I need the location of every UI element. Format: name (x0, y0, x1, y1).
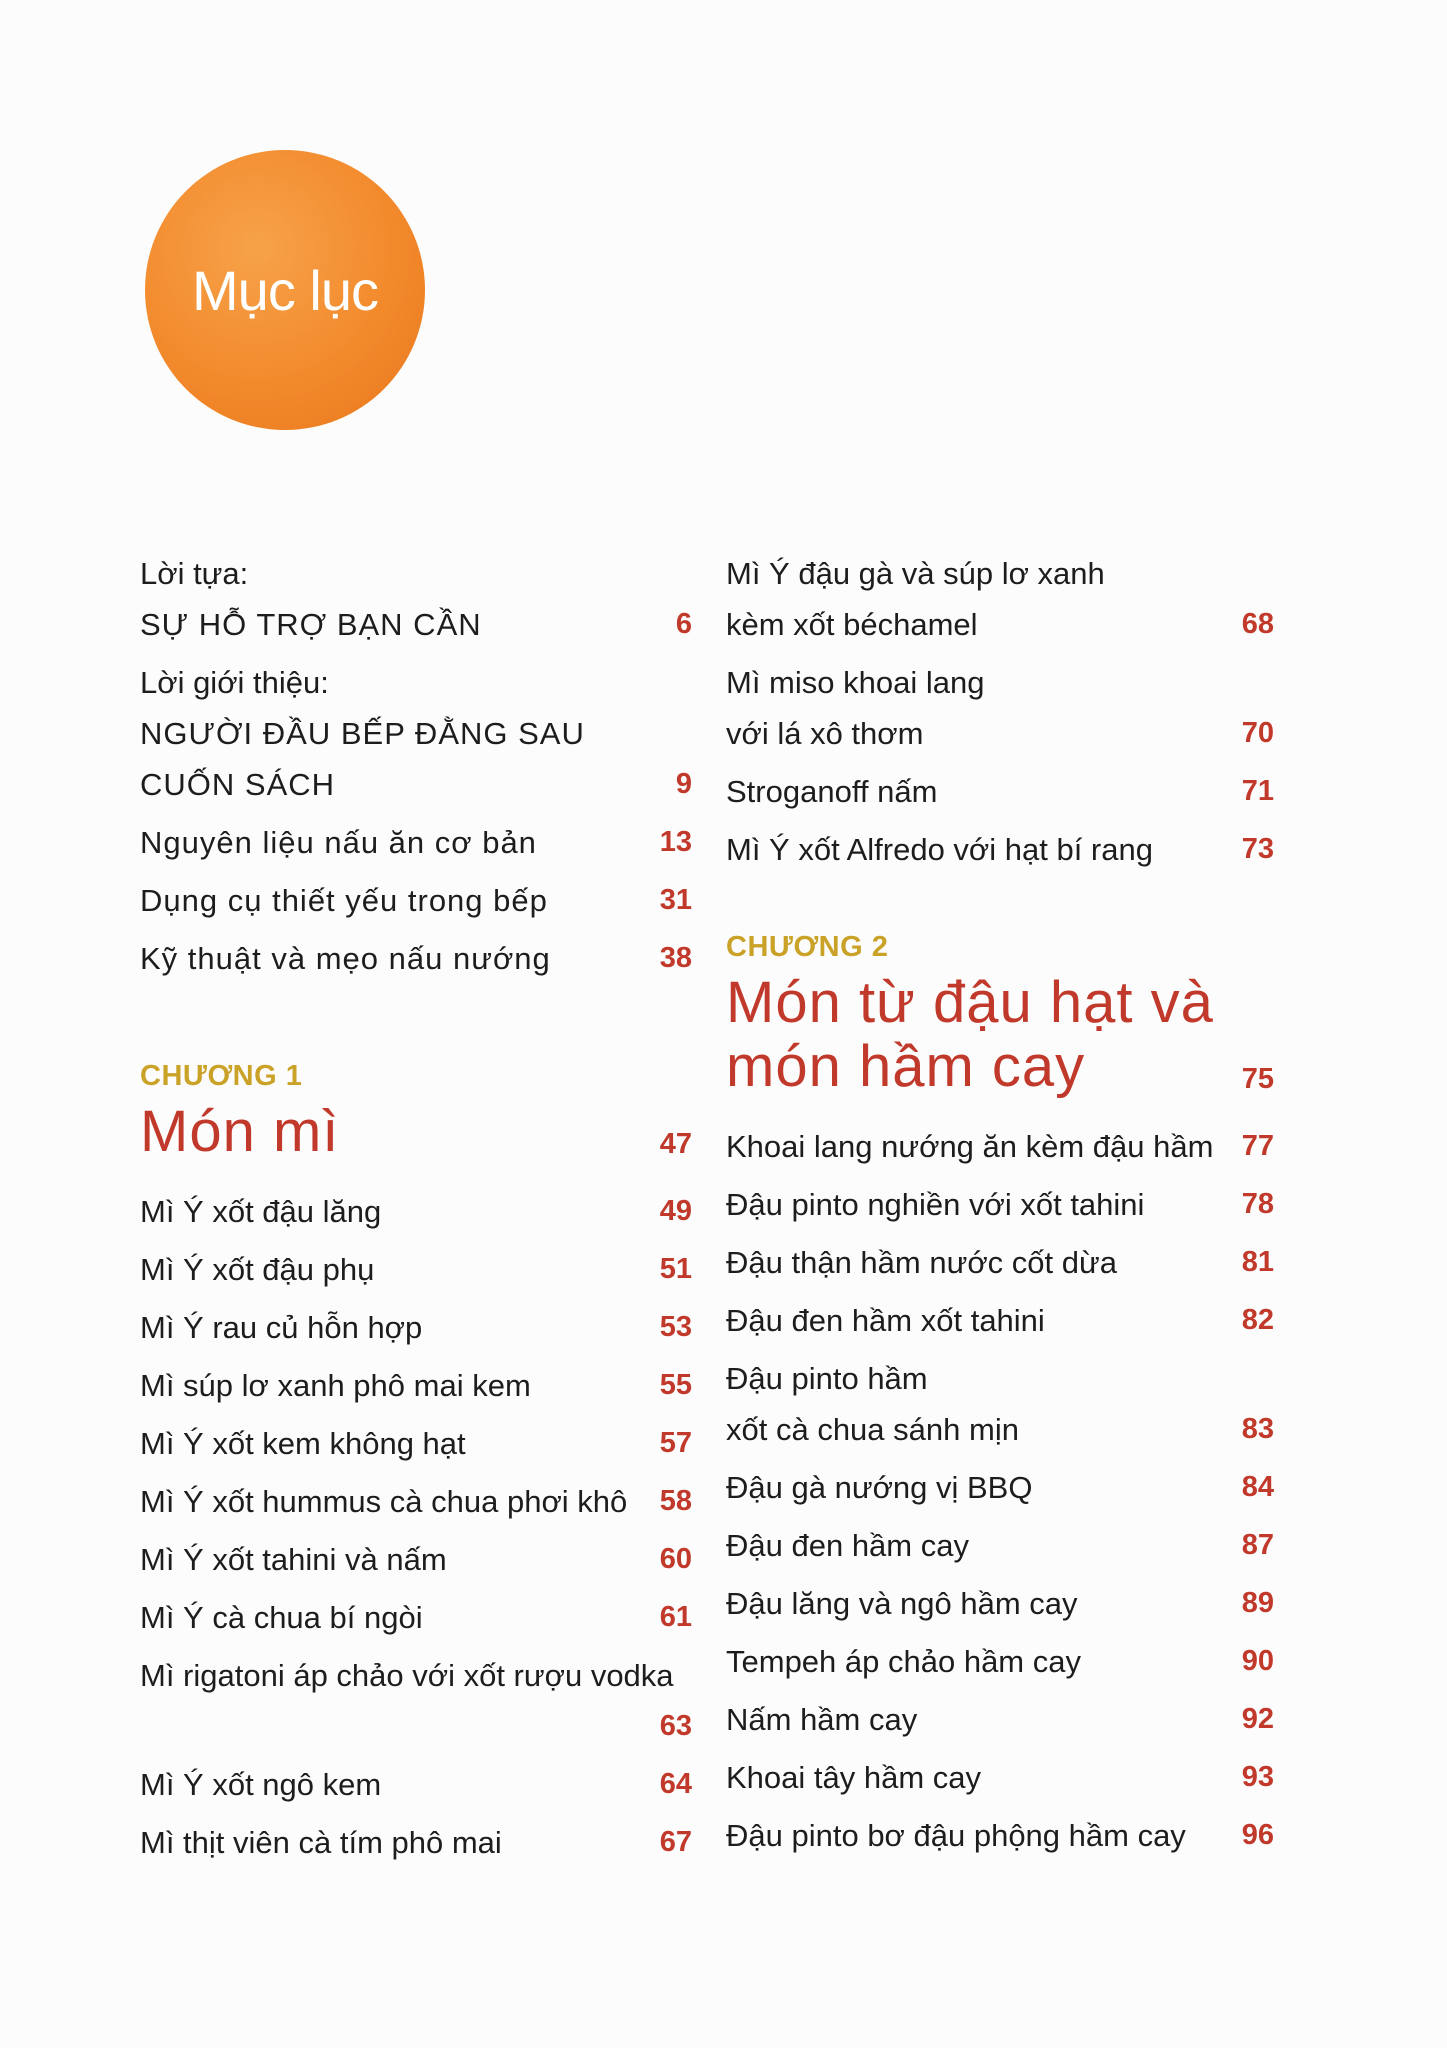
toc-entry[interactable] (140, 1592, 692, 1643)
toc-entry-label: Mì miso khoai lang (726, 665, 985, 700)
chapter-1-title: Món mì (140, 1099, 340, 1164)
toc-page-number: 92 (1241, 1703, 1274, 1735)
toc-entry[interactable] (726, 1636, 1274, 1687)
toc-entry-label: Khoai lang nướng ăn kèm đậu hầm (726, 1129, 1214, 1164)
toc-entry[interactable] (140, 1534, 692, 1585)
toc-entry-label: CUỐN SÁCH (140, 767, 336, 802)
toc-entry-label: Mì Ý cà chua bí ngòi (140, 1600, 423, 1635)
toc-entry[interactable] (726, 1752, 1274, 1803)
toc-entry-label: Dụng cụ thiết yếu trong bếp (140, 883, 548, 918)
toc-entry-label: Stroganoff nấm (726, 774, 938, 809)
toc-page-number: 55 (659, 1369, 692, 1401)
toc-entry-label: Đậu lăng và ngô hầm cay (726, 1586, 1078, 1621)
toc-page-number: 84 (1241, 1471, 1274, 1503)
toc-entry-label: với lá xô thơm (726, 716, 924, 751)
chapter-2-heading[interactable] (726, 971, 1274, 1099)
toc-entry[interactable] (140, 1244, 692, 1295)
toc-entry[interactable] (726, 1353, 1274, 1455)
toc-entry[interactable] (140, 1302, 692, 1353)
toc-entry-tools[interactable] (140, 875, 692, 926)
toc-entry-label: Đậu đen hầm cay (726, 1528, 969, 1563)
chapter-2-label: CHƯƠNG 2 (726, 931, 889, 963)
toc-entry[interactable] (140, 1418, 692, 1469)
toc-right-column (726, 548, 1274, 1861)
toc-entry-label: Mì Ý xốt hummus cà chua phơi khô (140, 1484, 628, 1519)
toc-page-number: 13 (659, 826, 692, 858)
toc-page-number: 68 (1241, 608, 1274, 640)
toc-page-number: 73 (1241, 833, 1274, 865)
toc-entry-label: Lời giới thiệu: (140, 665, 329, 700)
chapter-1-label: CHƯƠNG 1 (140, 1060, 303, 1092)
toc-page-number: 53 (659, 1311, 692, 1343)
toc-entry-techniques[interactable] (140, 933, 692, 984)
toc-page-number: 89 (1241, 1587, 1274, 1619)
toc-page-number: 67 (659, 1826, 692, 1858)
title-badge (145, 150, 425, 430)
chapter-2-title-line1: Món từ đậu hạt và (726, 970, 1214, 1035)
toc-entry-label: Mì Ý xốt đậu lăng (140, 1194, 382, 1229)
toc-page-number: 57 (659, 1427, 692, 1459)
toc-entry-label: xốt cà chua sánh mịn (726, 1412, 1019, 1447)
toc-entry-label: Kỹ thuật và mẹo nấu nướng (140, 941, 551, 976)
toc-entry[interactable] (726, 1295, 1274, 1346)
toc-entry-label: Mì Ý xốt Alfredo với hạt bí rang (726, 832, 1153, 867)
toc-entry-label: Mì Ý rau củ hỗn hợp (140, 1310, 423, 1345)
toc-entry-label: Tempeh áp chảo hầm cay (726, 1644, 1081, 1679)
toc-entry-foreword[interactable] (140, 548, 692, 650)
toc-entry[interactable] (140, 1360, 692, 1411)
toc-page-number: 60 (659, 1543, 692, 1575)
toc-entry-label: Đậu pinto bơ đậu phộng hầm cay (726, 1818, 1186, 1853)
toc-page-number: 81 (1241, 1246, 1274, 1278)
toc-entry-label: Đậu gà nướng vị BBQ (726, 1470, 1033, 1505)
toc-page-number: 9 (675, 768, 692, 800)
toc-entry[interactable] (140, 1759, 692, 1810)
toc-page-number: 87 (1241, 1529, 1274, 1561)
toc-entry[interactable] (726, 766, 1274, 817)
toc-page-number: 93 (1241, 1761, 1274, 1793)
toc-page-number: 38 (659, 942, 692, 974)
toc-entry-label: Mì thịt viên cà tím phô mai (140, 1825, 502, 1860)
toc-page-number: 82 (1241, 1304, 1274, 1336)
toc-entry[interactable] (140, 1476, 692, 1527)
toc-entry-label: Đậu thận hầm nước cốt dừa (726, 1245, 1117, 1280)
toc-page-number: 90 (1241, 1645, 1274, 1677)
toc-page-number: 96 (1241, 1819, 1274, 1851)
toc-page-number: 31 (659, 884, 692, 916)
toc-page-number: 63 (659, 1710, 692, 1742)
toc-entry[interactable] (726, 1578, 1274, 1629)
toc-page-number: 75 (1241, 1063, 1274, 1095)
toc-entry-label: Mì Ý xốt tahini và nấm (140, 1542, 447, 1577)
toc-page-number: 64 (659, 1768, 692, 1800)
chapter-1-heading[interactable] (140, 1100, 692, 1164)
toc-entry-label: Mì Ý xốt kem không hạt (140, 1426, 466, 1461)
toc-entry-label: Khoai tây hầm cay (726, 1760, 982, 1795)
toc-entry-label: Mì Ý đậu gà và súp lơ xanh (726, 556, 1105, 591)
toc-entry-label: SỰ HỖ TRỢ BẠN CẦN (140, 607, 482, 642)
toc-entry[interactable] (140, 1186, 692, 1237)
toc-entry[interactable] (726, 1179, 1274, 1230)
toc-entry[interactable] (726, 824, 1274, 875)
toc-entry-label: Mì súp lơ xanh phô mai kem (140, 1368, 531, 1403)
toc-entry-label: kèm xốt béchamel (726, 607, 978, 642)
toc-page-number: 77 (1241, 1130, 1274, 1162)
page-title: Mục lục (192, 258, 378, 322)
toc-entry-introduction[interactable] (140, 657, 692, 810)
toc-entry[interactable] (726, 1810, 1274, 1861)
toc-page-number: 83 (1241, 1413, 1274, 1445)
toc-entry[interactable] (726, 1237, 1274, 1288)
toc-entry-label: Mì rigatoni áp chảo với xốt rượu vodka (140, 1658, 674, 1693)
toc-page-number: 51 (659, 1253, 692, 1285)
toc-entry[interactable] (726, 1121, 1274, 1172)
toc-entry[interactable] (726, 1462, 1274, 1513)
toc-entry[interactable] (140, 1817, 692, 1868)
toc-entry[interactable] (726, 657, 1274, 759)
toc-entry-label: Nguyên liệu nấu ăn cơ bản (140, 825, 537, 860)
toc-entry[interactable] (726, 1694, 1274, 1745)
toc-entry-label: Đậu pinto nghiền với xốt tahini (726, 1187, 1145, 1222)
toc-entry[interactable] (726, 1520, 1274, 1571)
toc-page-number: 58 (659, 1485, 692, 1517)
toc-entry-label: NGƯỜI ĐẦU BẾP ĐẰNG SAU (140, 716, 585, 751)
toc-page-number: 6 (675, 608, 692, 640)
toc-entry-label: Mì Ý xốt đậu phụ (140, 1252, 375, 1287)
toc-entry-label: Đậu đen hầm xốt tahini (726, 1303, 1045, 1338)
toc-entry-label: Mì Ý xốt ngô kem (140, 1767, 382, 1802)
toc-entry[interactable] (726, 548, 1274, 650)
toc-entry-ingredients[interactable] (140, 817, 692, 868)
toc-page-number: 49 (659, 1195, 692, 1227)
toc-entry-label: Lời tựa: (140, 556, 249, 591)
toc-page-number: 70 (1241, 717, 1274, 749)
chapter-2-title-line2: món hầm cay (726, 1034, 1086, 1099)
toc-entry[interactable] (140, 1650, 692, 1752)
toc-page-number: 61 (659, 1601, 692, 1633)
toc-page-number: 47 (659, 1128, 692, 1160)
toc-page-number: 71 (1241, 775, 1274, 807)
toc-left-column (140, 548, 692, 1868)
toc-page-number: 78 (1241, 1188, 1274, 1220)
toc-entry-label: Đậu pinto hầm (726, 1361, 928, 1396)
toc-entry-label: Nấm hầm cay (726, 1702, 918, 1737)
